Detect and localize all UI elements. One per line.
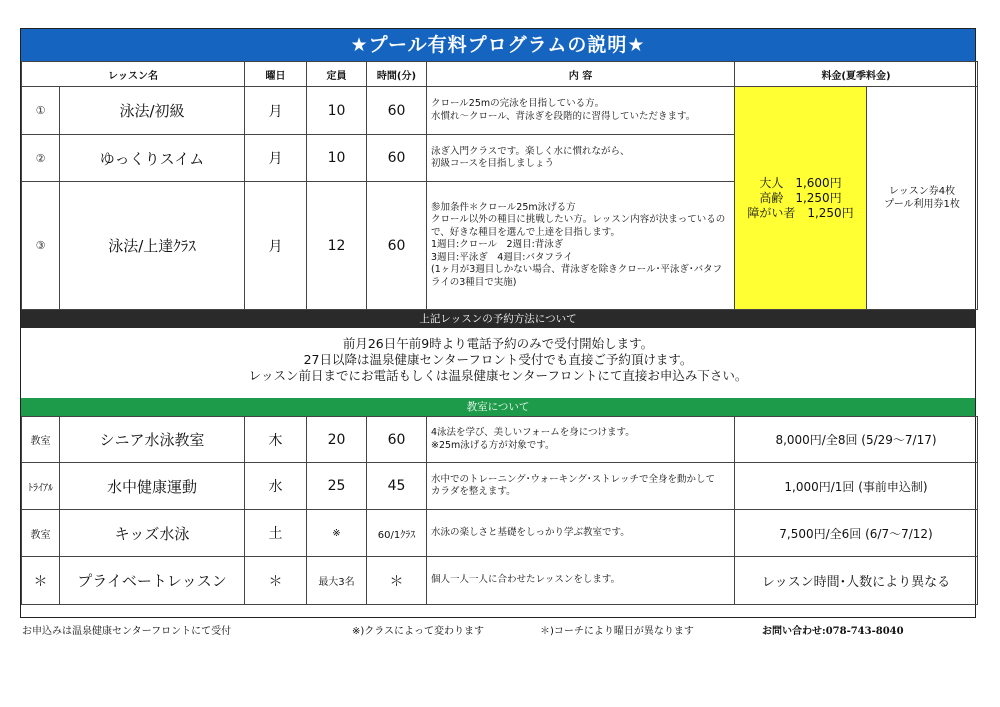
apply-note: お申込みは温泉健康センターフロントにて受付 [22,626,232,637]
header-fee: 料金(夏季料金) [735,62,978,87]
ticket-info: レッスン券4枚 プール利用券1枚 [867,87,978,310]
class-price: レッスン時間･人数により異なる [735,557,978,605]
lesson-description: クロール25mの完泳を目指している方。 水慣れ～クロール、背泳ぎを段階的に習得していただきます。 [427,87,735,135]
class-time: 45 [367,463,427,510]
lesson-table [21,61,978,310]
header-lesson-name: レッスン名 [22,62,245,87]
header-content: 内 容 [427,62,735,87]
lesson-description: 泳ぎ入門クラスです。楽しく水に慣れながら、 初級コースを目指しましょう [427,135,735,182]
lesson-number: ② [22,135,60,182]
class-description: 水泳の楽しさと基礎をしっかり学ぶ教室です。 [427,510,735,557]
class-price: 8,000円/全8回 (5/29～7/17) [735,417,978,463]
class-price: 1,000円/1回 (事前申込制) [735,463,978,510]
lesson-day: 月 [245,182,307,310]
reservation-band: 上記レッスンの予約方法について [21,310,975,328]
lesson-time: 60 [367,87,427,135]
lesson-capacity: 10 [307,87,367,135]
table-row [22,417,978,463]
class-time: 60 [367,417,427,463]
table-row [22,510,978,557]
class-description: 4泳法を学び、美しいフォームを身につけます。 ※25m泳げる方が対象です。 [427,417,735,463]
lesson-number: ① [22,87,60,135]
class-day: ＊ [245,557,307,605]
class-time: ＊ [367,557,427,605]
class-table [21,416,978,605]
table-row [22,463,978,510]
classroom-band: 教室について [21,398,975,416]
class-day: 水 [245,463,307,510]
lesson-time: 60 [367,135,427,182]
class-description: 水中でのトレーニング･ウォーキング･ストレッチで全身を動かして カラダを整えます。 [427,463,735,510]
lesson-description: 参加条件＊クロール25m泳げる方 クロール以外の種目に挑戦したい方。レッスン内容が決まっているので、好きな種目を選んで上達を目指します。 1週目:クロール 2週目:背泳ぎ 3週目:平泳ぎ 4週目:バタフライ (1ヶ月が3週目しかない場合、背泳ぎを除きクロール･平泳ぎ･バタフライの3種目で実施) [427,182,735,310]
class-tag: 教室 [22,417,60,463]
class-day: 土 [245,510,307,557]
header-capacity: 定員 [307,62,367,87]
class-note: ※)クラスによって変わります [352,626,484,637]
lesson-capacity: 10 [307,135,367,182]
lesson-name: 泳法/上達ｸﾗｽ [60,182,245,310]
class-description: 個人一人一人に合わせたレッスンをします。 [427,557,735,605]
contact-phone: お問い合わせ:078-743-8040 [762,626,904,637]
class-tag: ﾄﾗｲｱﾙ [22,463,60,510]
page-title: ★プール有料プログラムの説明★ [21,29,975,61]
class-capacity: 最大3名 [307,557,367,605]
class-capacity: 25 [307,463,367,510]
lesson-time: 60 [367,182,427,310]
reservation-line: 前月26日午前9時より電話予約のみで受付開始します。 [342,336,654,351]
lesson-name: ゆっくりスイム [60,135,245,182]
table-row [22,87,978,135]
class-name: シニア水泳教室 [60,417,245,463]
class-time: 60/1ｸﾗｽ [367,510,427,557]
lesson-day: 月 [245,87,307,135]
class-tag: 教室 [22,510,60,557]
table-row [22,557,978,605]
header-day: 曜日 [245,62,307,87]
lesson-name: 泳法/初級 [60,87,245,135]
lesson-number: ③ [22,182,60,310]
header-time: 時間(分) [367,62,427,87]
class-tag: ＊ [22,557,60,605]
fee-box: 大人 1,600円 高齢 1,250円 障がい者 1,250円 [735,87,867,310]
coach-note: ＊)コーチにより曜日が異なります [540,626,694,637]
class-name: キッズ水泳 [60,510,245,557]
lesson-day: 月 [245,135,307,182]
reservation-text [21,328,975,398]
program-sheet [20,28,976,618]
class-day: 木 [245,417,307,463]
footer [22,622,978,638]
class-price: 7,500円/全6回 (6/7～7/12) [735,510,978,557]
class-name: 水中健康運動 [60,463,245,510]
lesson-capacity: 12 [307,182,367,310]
header-row [22,62,978,87]
reservation-line: レッスン前日までにお電話もしくは温泉健康センターフロントにて直接お申込み下さい。 [248,368,748,383]
class-name: プライベートレッスン [60,557,245,605]
reservation-line: 27日以降は温泉健康センターフロント受付でも直接ご予約頂けます。 [303,352,693,367]
class-capacity: 20 [307,417,367,463]
class-capacity: ※ [307,510,367,557]
